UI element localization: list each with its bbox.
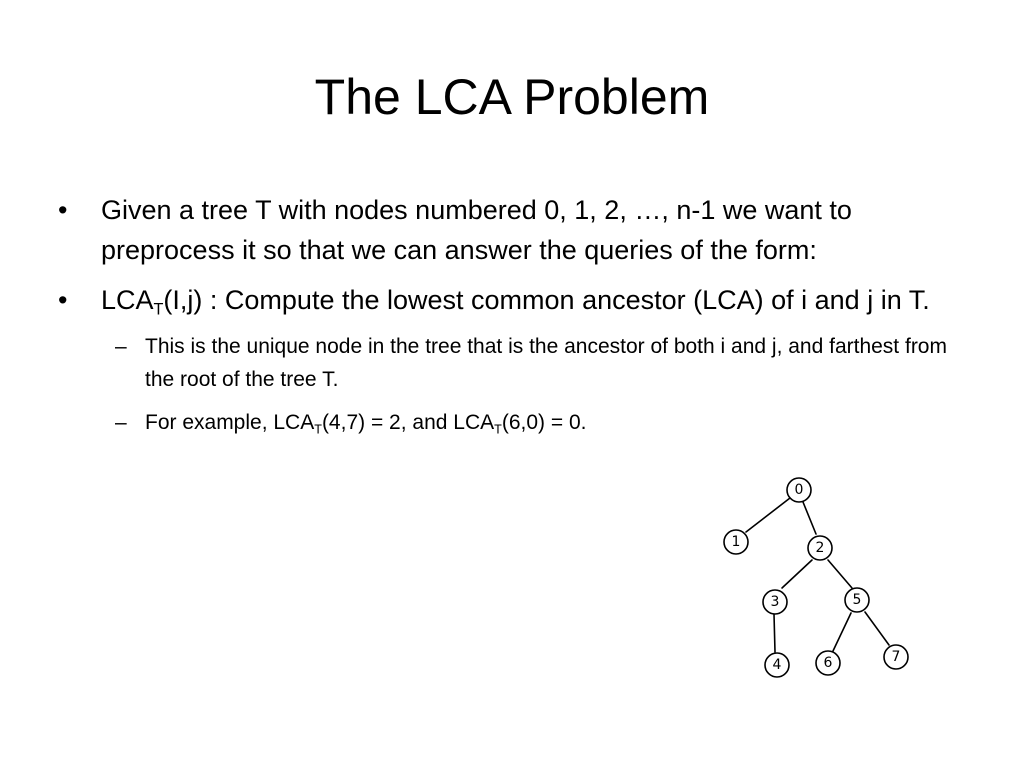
bullet-marker: • [58, 195, 68, 225]
tree-edge [782, 560, 812, 588]
tree-edge [833, 613, 851, 651]
sub-bullet-item [101, 330, 978, 396]
bullet-item [58, 190, 978, 270]
tree-node-label: 2 [815, 540, 825, 556]
example-text: For example, LCA [145, 411, 315, 434]
bullet-marker: • [58, 285, 68, 315]
lca-prefix: LCA [101, 285, 154, 315]
example-text: (6,0) = 0. [501, 411, 587, 434]
tree-node-label: 6 [823, 655, 833, 671]
tree-node-label: 1 [731, 534, 741, 550]
tree-edge [746, 498, 790, 532]
tree-edge [803, 502, 816, 534]
lca-subscript: T [314, 422, 322, 437]
bullet-text: (I,j) : Compute the lowest common ancestor (LCA) of i and j in T. [163, 285, 930, 315]
tree-edge [774, 614, 775, 652]
sub-bullet-text: This is the unique node in the tree that is the ancestor of both i and j, and farthest from the root of the tree T. [145, 335, 947, 391]
dash-marker: – [115, 335, 127, 358]
sub-bullet-item [101, 406, 978, 439]
tree-edge [865, 612, 889, 645]
slide-body [58, 190, 978, 449]
tree-node-label: 5 [852, 592, 862, 608]
slide-title: The LCA Problem [314, 69, 710, 125]
lca-subscript: T [153, 300, 164, 319]
dash-marker: – [115, 411, 127, 434]
bullet-text: Given a tree T with nodes numbered 0, 1, 2, …, n-1 we want to preprocess it so that we can answer the queries of the form: [101, 195, 852, 265]
example-text: (4,7) = 2, and LCA [321, 411, 495, 434]
tree-node-label: 0 [794, 482, 804, 498]
lca-subscript: T [494, 422, 502, 437]
tree-node-label: 7 [891, 649, 901, 665]
tree-node-label: 4 [772, 657, 782, 673]
bullet-item [58, 280, 978, 320]
tree-diagram [710, 470, 920, 685]
tree-edge [828, 560, 852, 588]
tree-node-label: 3 [770, 594, 780, 610]
